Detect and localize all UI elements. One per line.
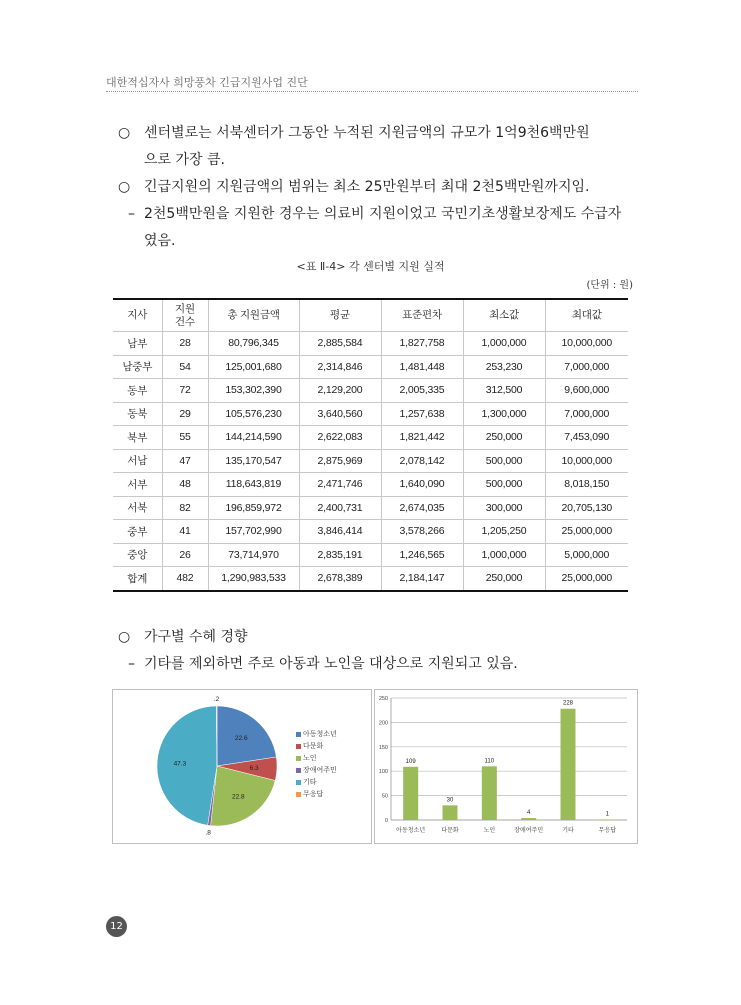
table-cell: 250,000	[463, 426, 545, 450]
bar	[482, 766, 497, 820]
table-cell: 144,214,590	[208, 426, 299, 450]
table-cell: 54	[162, 355, 208, 379]
table-cell: 8,018,150	[545, 473, 628, 497]
bar-value-label: 109	[405, 758, 416, 765]
table-cell: 2,622,083	[299, 426, 381, 450]
table-cell: 1,821,442	[381, 426, 463, 450]
pie-chart-svg	[113, 690, 293, 843]
table-cell: 25,000,000	[545, 520, 628, 544]
header-cell: 최대값	[545, 299, 628, 332]
table-cell: 26	[162, 543, 208, 567]
household-pie-chart	[112, 689, 372, 844]
table-row	[113, 496, 628, 520]
legend-label: 무응답	[303, 790, 324, 798]
bar-value-label: 1	[605, 811, 610, 818]
table-cell: 1,246,565	[381, 543, 463, 567]
table-cell: 2,078,142	[381, 449, 463, 473]
table-cell: 41	[162, 520, 208, 544]
table-cell: 82	[162, 496, 208, 520]
pie-slice-label: .2	[213, 696, 220, 704]
table-cell: 3,846,414	[299, 520, 381, 544]
legend-item	[296, 740, 337, 752]
table-cell: 2,129,200	[299, 379, 381, 403]
paragraph-3	[118, 201, 643, 255]
table-cell: 312,500	[463, 379, 545, 403]
dash-bullet: –	[128, 206, 135, 222]
table-cell: 중앙	[113, 543, 162, 567]
header-cell: 평균	[299, 299, 381, 332]
header-cell: 총 지원금액	[208, 299, 299, 332]
table-cell: 105,576,230	[208, 402, 299, 426]
table-cell: 2,678,389	[299, 567, 381, 591]
bar-value-label: 228	[562, 700, 574, 707]
circle-bullet: ○	[118, 125, 131, 141]
table-cell: 500,000	[463, 449, 545, 473]
paragraph-3-line-1: 2천5백만원을 지원한 경우는 의료비 지원이었고 국민기초생활보장제도 수급자	[144, 206, 622, 222]
table-cell: 합계	[113, 567, 162, 591]
legend-item	[296, 752, 337, 764]
table-row	[113, 355, 628, 379]
legend-swatch	[296, 768, 301, 773]
x-tick-label: 무응답	[598, 828, 617, 834]
bar	[521, 818, 536, 820]
table-cell: 1,205,250	[463, 520, 545, 544]
table-cell: 55	[162, 426, 208, 450]
table-cell: 3,640,560	[299, 402, 381, 426]
header-title: 대한적십자사 희망풍차 긴급지원사업 진단	[106, 76, 308, 89]
table-cell: 482	[162, 567, 208, 591]
table-row	[113, 449, 628, 473]
legend-swatch	[296, 792, 301, 797]
table-cell: 28	[162, 332, 208, 356]
table-body	[113, 332, 628, 591]
paragraph-1-line-1: 센터별로는 서북센터가 그동안 누적된 지원금액의 규모가 1억9천6백만원	[144, 125, 590, 141]
table-cell: 1,000,000	[463, 332, 545, 356]
table-cell: 2,885,584	[299, 332, 381, 356]
x-tick-label: 장애여주민	[514, 828, 544, 834]
legend-label: 장애여주민	[303, 766, 337, 774]
table-unit: (단위 : 원)	[586, 280, 633, 291]
table-cell: 북부	[113, 426, 162, 450]
table-cell: 500,000	[463, 473, 545, 497]
table-cell: 서부	[113, 473, 162, 497]
table-row	[113, 332, 628, 356]
table-cell: 20,705,130	[545, 496, 628, 520]
legend-label: 노인	[303, 754, 317, 762]
header-cell: 표준편차	[381, 299, 463, 332]
x-tick-label: 다문화	[441, 828, 459, 834]
table-cell: 72	[162, 379, 208, 403]
table-cell: 80,796,345	[208, 332, 299, 356]
header-cell: 지사	[113, 299, 162, 332]
legend-item	[296, 788, 337, 800]
table-caption: <표 Ⅱ-4> 각 센터별 지원 실적	[296, 260, 445, 273]
header-cell: 최소값	[463, 299, 545, 332]
table-cell: 2,674,035	[381, 496, 463, 520]
circle-bullet: ○	[118, 179, 131, 195]
table-header-row	[113, 299, 628, 332]
table-cell: 250,000	[463, 567, 545, 591]
table-cell: 135,170,547	[208, 449, 299, 473]
legend-swatch	[296, 780, 301, 785]
bar-chart-svg	[375, 690, 637, 843]
table-cell: 1,257,638	[381, 402, 463, 426]
table-cell: 157,702,990	[208, 520, 299, 544]
table-row	[113, 543, 628, 567]
table-cell: 7,000,000	[545, 355, 628, 379]
bar	[403, 767, 418, 820]
bar-value-label: 4	[526, 810, 531, 817]
x-tick-label: 노인	[483, 828, 496, 834]
table-cell: 2,184,147	[381, 567, 463, 591]
y-tick-label: 200	[378, 720, 388, 727]
table-cell: 2,314,846	[299, 355, 381, 379]
table-cell: 서남	[113, 449, 162, 473]
table-cell: 2,471,746	[299, 473, 381, 497]
table-cell: 서북	[113, 496, 162, 520]
legend-swatch	[296, 756, 301, 761]
table-cell: 중부	[113, 520, 162, 544]
table-row	[113, 426, 628, 450]
pie-slice-label: 47.3	[173, 760, 187, 768]
table-cell: 25,000,000	[545, 567, 628, 591]
table-cell: 7,000,000	[545, 402, 628, 426]
table-cell: 73,714,970	[208, 543, 299, 567]
table-cell: 1,300,000	[463, 402, 545, 426]
table-total-row	[113, 567, 628, 591]
table-cell: 300,000	[463, 496, 545, 520]
table-cell: 9,600,000	[545, 379, 628, 403]
legend-item	[296, 776, 337, 788]
bar	[443, 805, 458, 820]
y-tick-label: 250	[378, 696, 388, 702]
table-cell: 153,302,390	[208, 379, 299, 403]
page-header	[106, 74, 638, 96]
legend-item	[296, 764, 337, 776]
paragraph-1-line-2: 으로 가장 큼.	[144, 152, 225, 168]
bar	[600, 820, 615, 821]
table-cell: 47	[162, 449, 208, 473]
x-tick-label: 기타	[562, 828, 574, 834]
paragraph-2	[118, 174, 643, 201]
legend-label: 다문화	[303, 742, 324, 750]
table-cell: 5,000,000	[545, 543, 628, 567]
pie-slice-label: 22.8	[231, 793, 245, 801]
legend-swatch	[296, 744, 301, 749]
table-cell: 1,290,983,533	[208, 567, 299, 591]
paragraph-3-line-2: 였음.	[144, 233, 176, 249]
y-tick-label: 150	[378, 744, 388, 751]
header-divider	[106, 91, 638, 92]
pie-slice	[157, 706, 217, 825]
circle-bullet: ○	[118, 629, 131, 645]
table-row	[113, 520, 628, 544]
paragraph-1	[118, 120, 643, 174]
section-2-title-text: 가구별 수혜 경향	[144, 629, 248, 645]
table-cell: 1,640,090	[381, 473, 463, 497]
table-cell: 2,835,191	[299, 543, 381, 567]
bar	[561, 709, 576, 820]
page-number: 12	[106, 916, 127, 937]
table-row	[113, 402, 628, 426]
table-cell: 1,000,000	[463, 543, 545, 567]
header-cell-text: 지원 건수	[175, 302, 195, 328]
section-2-title	[118, 624, 643, 651]
legend-label: 기타	[303, 778, 317, 786]
table-row	[113, 379, 628, 403]
table-cell: 2,005,335	[381, 379, 463, 403]
y-tick-label: 100	[378, 769, 388, 776]
table-cell: 7,453,090	[545, 426, 628, 450]
section-2-sub	[118, 651, 643, 678]
x-tick-label: 아동청소년	[396, 828, 426, 834]
table-cell: 1,827,758	[381, 332, 463, 356]
legend-item	[296, 728, 337, 740]
dash-bullet: –	[128, 656, 135, 672]
y-tick-label: 0	[384, 818, 388, 824]
table-cell: 남부	[113, 332, 162, 356]
table-cell: 29	[162, 402, 208, 426]
y-tick-label: 50	[381, 793, 388, 800]
table-cell: 196,859,972	[208, 496, 299, 520]
pie-slice-label: 22.6	[234, 734, 248, 742]
table-cell: 125,001,680	[208, 355, 299, 379]
header-cell	[162, 299, 208, 332]
legend-swatch	[296, 732, 301, 737]
table-cell: 118,643,819	[208, 473, 299, 497]
legend-label: 아동청소년	[303, 730, 337, 738]
center-support-table	[113, 298, 628, 592]
table-cell: 1,481,448	[381, 355, 463, 379]
table-cell: 동북	[113, 402, 162, 426]
paragraph-2-line-1: 긴급지원의 지원금액의 범위는 최소 25만원부터 최대 2천5백만원까지임.	[144, 179, 590, 195]
section-2-sub-text: 기타를 제외하면 주로 아동과 노인을 대상으로 지원되고 있음.	[144, 656, 518, 672]
pie-slice-label: 6.3	[249, 764, 259, 772]
table-cell: 동부	[113, 379, 162, 403]
table-cell: 253,230	[463, 355, 545, 379]
table-cell: 2,400,731	[299, 496, 381, 520]
bar-value-label: 110	[484, 758, 495, 765]
table-cell: 10,000,000	[545, 449, 628, 473]
pie-legend	[296, 728, 337, 800]
table-cell: 남중부	[113, 355, 162, 379]
pie-slice-label: .8	[205, 829, 211, 837]
table-cell: 2,875,969	[299, 449, 381, 473]
table-cell: 10,000,000	[545, 332, 628, 356]
table-cell: 3,578,266	[381, 520, 463, 544]
table-cell: 48	[162, 473, 208, 497]
household-bar-chart	[374, 689, 638, 844]
table-row	[113, 473, 628, 497]
bar-value-label: 30	[446, 797, 454, 804]
